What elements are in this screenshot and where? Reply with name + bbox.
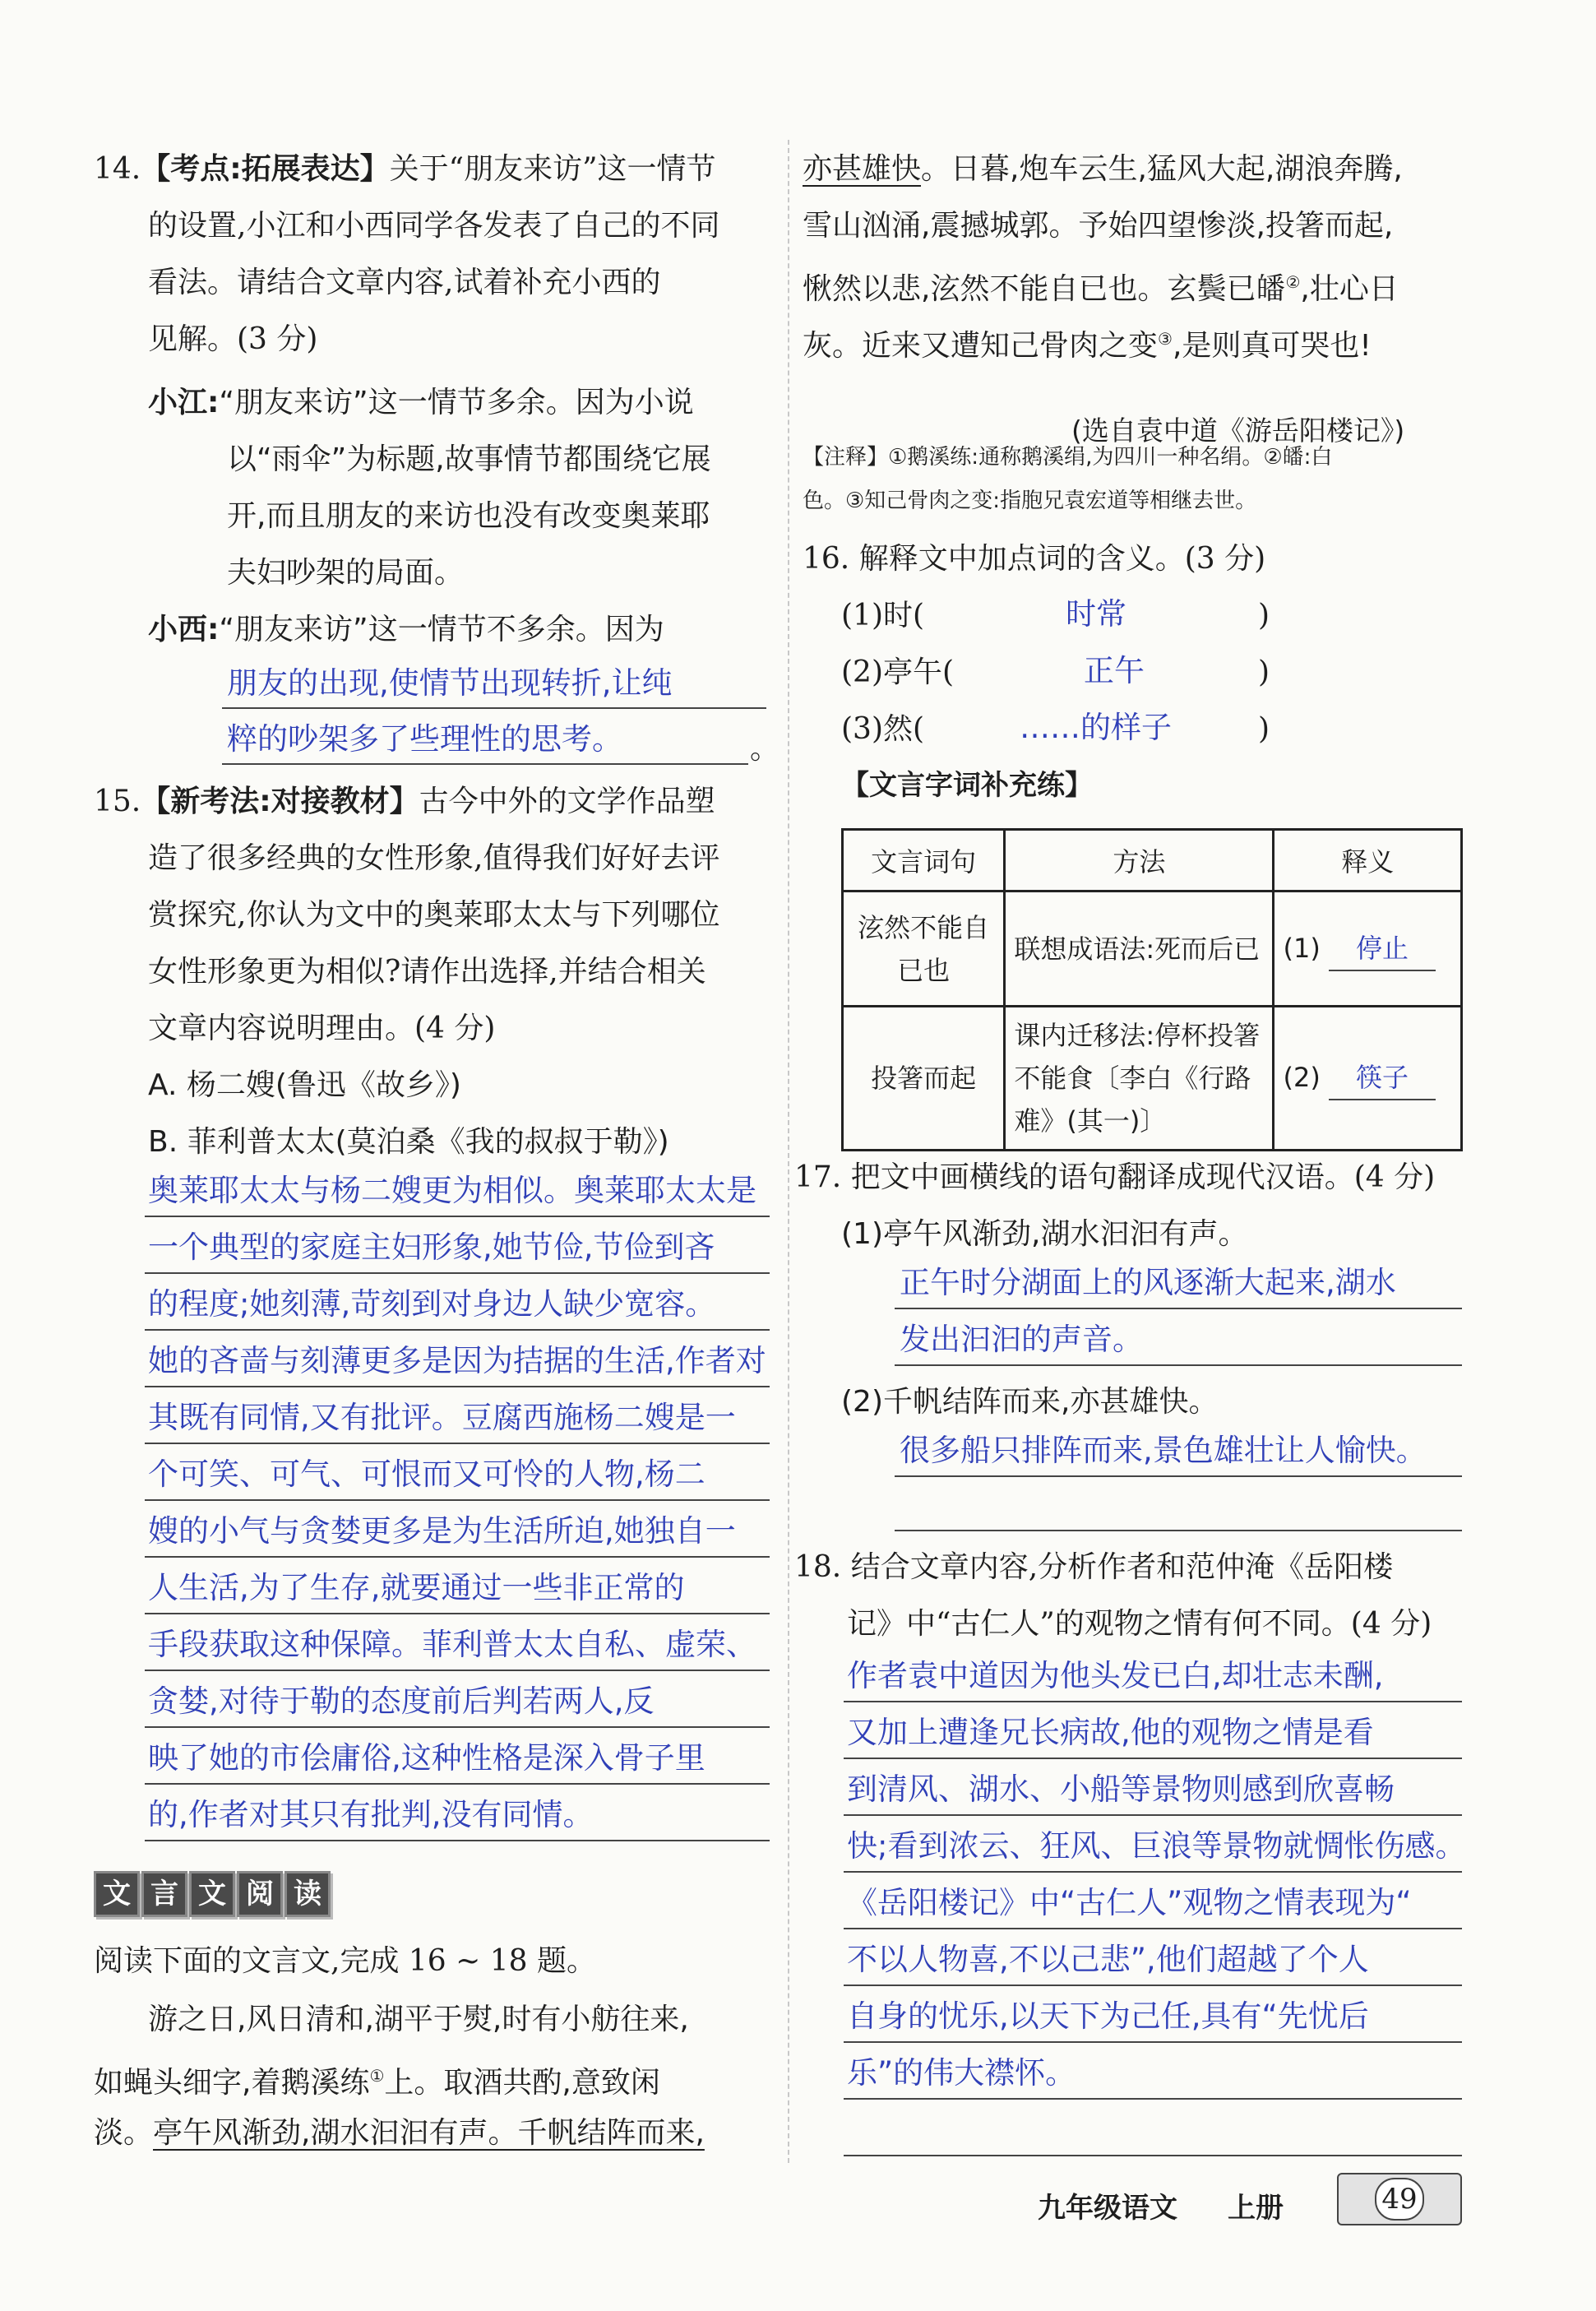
q15-stem-line3: 赏探究,你认为文中的奥莱耶太太与下列哪位: [148, 898, 720, 932]
q15-answer-line[interactable]: 的,作者对其只有批判,没有同情。: [148, 1797, 594, 1832]
xiaoxi-view-line1: 小西:“朋友来访”这一情节不多余。因为: [148, 613, 664, 646]
q16-item-close: ): [1258, 712, 1270, 746]
passage-line2: 如蝇头细字,着鹅溪练①上。取酒共酌,意致闲: [94, 2066, 660, 2100]
vocab-phrase: 投箸而起: [843, 1007, 1005, 1151]
vocab-method: 联想成语法:死而后已: [1005, 892, 1274, 1007]
q15-answer-blank: [145, 1216, 770, 1217]
q15-answer-line[interactable]: 嫂的小气与贪婪更多是为生活所迫,她独自一: [148, 1513, 736, 1549]
q17-answer1-line1[interactable]: 正午时分湖面上的风逐渐大起来,湖水: [900, 1265, 1396, 1300]
passage-line5: 雪山汹涌,震撼城郭。予始四望惨淡,投箸而起,: [803, 209, 1394, 243]
q18-answer-blank: [844, 1871, 1462, 1873]
q14-end-mark: 。: [750, 732, 780, 766]
q16-item-label: (1)时(: [841, 599, 925, 632]
footer-subject: 九年级语文: [1038, 2192, 1177, 2225]
passage-note-line1: 【注释】①鹅溪练:通称鹅溪绢,为四川一种名绢。②皤:白: [803, 445, 1333, 470]
column-divider: [788, 140, 789, 2163]
q16-item-answer[interactable]: 时常: [1066, 596, 1126, 632]
q14-answer-line1[interactable]: 朋友的出现,使情节出现转折,让纯: [227, 665, 673, 701]
q17-sentence2: (2)千帆结阵而来,亦甚雄快。: [841, 1385, 1219, 1419]
q15-answer-blank: [145, 1329, 770, 1331]
vocab-meaning-answer[interactable]: 筷子: [1329, 1056, 1436, 1100]
passage-underlined-sentence: 亭午风渐劲,湖水汩汩有声。千帆结阵而来,: [153, 2116, 705, 2150]
xiaojiang-view-line3: 开,而且朋友的来访也没有改变奥莱耶: [227, 499, 710, 533]
vocab-header: 释义: [1274, 830, 1462, 892]
q15-answer-blank: [145, 1840, 770, 1841]
q15-answer-line[interactable]: 人生活,为了生存,就要通过一些非正常的: [148, 1570, 685, 1605]
q15-stem-line4: 女性形象更为相似?请作出选择,并结合相关: [148, 955, 706, 989]
q15-stem-line1: 15.【新考法:对接教材】古今中外的文学作品塑: [94, 785, 715, 818]
q18-answer-blank: [844, 1814, 1462, 1816]
vocab-header: 方法: [1005, 830, 1274, 892]
q15-answer-line[interactable]: 一个典型的家庭主妇形象,她节俭,节俭到吝: [148, 1230, 715, 1265]
vocab-row: [843, 892, 1462, 1007]
q15-answer-blank: [145, 1613, 770, 1614]
q18-answer-blank: [844, 1928, 1462, 1929]
vocab-header: 文言词句: [843, 830, 1005, 892]
q15-answer-line[interactable]: 的程度;她刻薄,苛刻到对身边人缺少宽容。: [148, 1286, 716, 1322]
vocab-meaning-answer[interactable]: 停止: [1329, 927, 1436, 971]
q14-stem-line2: 的设置,小江和小西同学各发表了自己的不同: [148, 209, 720, 243]
q18-answer-blank: [844, 1701, 1462, 1702]
q14-answer-line2[interactable]: 粹的吵架多了些理性的思考。: [227, 721, 622, 757]
q15-answer-line[interactable]: 映了她的市侩庸俗,这种性格是深入骨子里: [148, 1740, 705, 1776]
vocab-meaning-cell: [1274, 1007, 1462, 1151]
q18-answer-line[interactable]: 《岳阳楼记》中“古仁人”观物之情表现为“: [847, 1885, 1412, 1920]
q15-answer-blank: [145, 1783, 770, 1785]
q15-answer-line[interactable]: 她的吝啬与刻薄更多是因为拮据的生活,作者对: [148, 1343, 766, 1378]
q15-answer-blank: [145, 1726, 770, 1728]
section-heading-char: 读: [285, 1871, 331, 1917]
q15-answer-line[interactable]: 个可笑、可气、可恨而又可怜的人物,杨二: [148, 1457, 705, 1492]
q14-stem-line1: 14.【考点:拓展表达】关于“朋友来访”这一情节: [94, 152, 716, 186]
q18-answer-line[interactable]: 快;看到浓云、狂风、巨浪等景物就惆怅伤感。: [847, 1828, 1466, 1864]
q17-sentence1: (1)亭午风渐劲,湖水汩汩有声。: [841, 1217, 1248, 1251]
q17-answer-blank: [895, 1308, 1462, 1309]
xiaojiang-view-line4: 夫妇吵架的局面。: [227, 556, 465, 590]
q16-item-label: (3)然(: [841, 712, 925, 746]
vocab-title: 【文言字词补充练】: [841, 769, 1093, 802]
section-heading-classical-reading: [94, 1871, 331, 1917]
page-number: 49: [1375, 2178, 1424, 2221]
q15-answer-blank: [145, 1556, 770, 1558]
section-heading-char: 文: [94, 1871, 140, 1917]
q15-answer-line[interactable]: 奥莱耶太太与杨二嫂更为相似。奥莱耶太太是: [148, 1173, 756, 1208]
q16-item-answer[interactable]: ……的样子: [1020, 710, 1172, 745]
vocab-header-row: [843, 830, 1462, 892]
q14-answer-blank2: [222, 763, 748, 765]
section-intro: 阅读下面的文言文,完成 16 ~ 18 题。: [94, 1944, 596, 1978]
q15-stem-line5: 文章内容说明理由。(4 分): [148, 1012, 496, 1045]
q15-answer-blank: [145, 1443, 770, 1444]
q14-stem-line4: 见解。(3 分): [148, 322, 318, 356]
vocab-phrase: 泫然不能自已也: [843, 892, 1005, 1007]
passage-line7: 灰。近来又遭知己骨肉之变③,是则真可哭也!: [803, 329, 1372, 363]
section-heading-char: 阅: [237, 1871, 283, 1917]
q18-stem-line1: 18. 结合文章内容,分析作者和范仲淹《岳阳楼: [794, 1550, 1394, 1584]
q15-answer-line[interactable]: 贪婪,对待于勒的态度前后判若两人,反: [148, 1683, 655, 1719]
q18-answer-blank: [844, 2098, 1462, 2100]
q15-answer-line[interactable]: 其既有同情,又有批评。豆腐西施杨二嫂是一: [148, 1400, 736, 1435]
q18-answer-line[interactable]: 不以人物喜,不以己悲”,他们超越了个人: [847, 1942, 1369, 1977]
passage-note-line2: 色。③知己骨肉之变:指胞兄袁宏道等相继去世。: [803, 489, 1257, 513]
q16-item-close: ): [1258, 655, 1270, 689]
q15-option-a: A. 杨二嫂(鲁迅《故乡》): [148, 1068, 461, 1102]
q18-answer-line[interactable]: 作者袁中道因为他头发已白,却壮志未酬,: [847, 1658, 1384, 1693]
q17-answer-blank: [895, 1364, 1462, 1366]
q18-answer-blank: [844, 2155, 1462, 2156]
passage-line6: 愀然以悲,泫然不能自已也。玄鬓已皤②,壮心日: [803, 272, 1399, 306]
xiaojiang-view-line2: 以“雨伞”为标题,故事情节都围绕它展: [227, 442, 711, 476]
vocab-meaning-cell: [1274, 892, 1462, 1007]
q17-stem: 17. 把文中画横线的语句翻译成现代汉语。(4 分): [794, 1160, 1436, 1194]
q18-answer-line[interactable]: 自身的忧乐,以天下为己任,具有“先忧后: [847, 1998, 1369, 2034]
passage-line3: 淡。亭午风渐劲,湖水汩汩有声。千帆结阵而来,: [94, 2116, 705, 2150]
q17-answer-blank: [895, 1475, 1462, 1477]
q14-answer-blank1: [222, 707, 766, 709]
q15-answer-blank: [145, 1499, 770, 1501]
section-heading-char: 言: [141, 1871, 187, 1917]
q15-stem-line2: 造了很多经典的女性形象,值得我们好好去评: [148, 841, 720, 875]
q16-item-answer[interactable]: 正午: [1084, 653, 1145, 688]
q17-answer2[interactable]: 很多船只排阵而来,景色雄壮让人愉快。: [900, 1433, 1427, 1468]
passage-source: (选自袁中道《游岳阳楼记》): [1071, 414, 1405, 447]
passage-line4: 亦甚雄快。日暮,炮车云生,猛风大起,湖浪奔腾,: [803, 152, 1403, 186]
xiaojiang-view-line1: 小江:“朋友来访”这一情节多余。因为小说: [148, 386, 694, 419]
q15-answer-line[interactable]: 手段获取这种保障。菲利普太太自私、虚荣、: [148, 1627, 756, 1662]
q18-answer-blank: [844, 2041, 1462, 2043]
q16-stem: 16. 解释文中加点词的含义。(3 分): [803, 542, 1266, 576]
q16-item-label: (2)亭午(: [841, 655, 955, 689]
q15-answer-blank: [145, 1386, 770, 1387]
q18-answer-blank: [844, 1758, 1462, 1759]
section-heading-char: 文: [189, 1871, 235, 1917]
q18-answer-line[interactable]: 到清风、湖水、小船等景物则感到欣喜畅: [847, 1771, 1395, 1807]
passage-line1: 游之日,风日清和,湖平于熨,时有小舫往来,: [148, 2003, 689, 2036]
q15-option-b: B. 菲利普太太(莫泊桑《我的叔叔于勒》): [148, 1125, 669, 1159]
q18-stem-line2: 记》中“古仁人”的观物之情有何不同。(4 分): [847, 1607, 1432, 1641]
q15-answer-blank: [145, 1272, 770, 1274]
q15-answer-blank: [145, 1670, 770, 1671]
q14-stem-line3: 看法。请结合文章内容,试着补充小西的: [148, 266, 661, 299]
q18-answer-blank: [844, 1984, 1462, 1986]
vocab-row: [843, 1007, 1462, 1151]
vocab-table: [841, 828, 1463, 1151]
q16-item-close: ): [1258, 599, 1270, 632]
footer-volume: 上册: [1228, 2192, 1284, 2225]
vocab-meaning-label: (2): [1283, 1062, 1321, 1093]
q18-answer-line[interactable]: 又加上遭逢兄长病故,他的观物之情是看: [847, 1715, 1374, 1750]
vocab-method: 课内迁移法:停杯投箸不能食〔李白《行路难》(其一)〕: [1005, 1007, 1274, 1151]
q17-answer-blank: [895, 1530, 1462, 1531]
q18-answer-line[interactable]: 乐”的伟大襟怀。: [847, 2055, 1076, 2091]
passage-underlined-sentence: 亦甚雄快: [803, 152, 922, 186]
q17-answer1-line2[interactable]: 发出汩汩的声音。: [900, 1322, 1143, 1357]
vocab-meaning-label: (1): [1283, 932, 1321, 964]
